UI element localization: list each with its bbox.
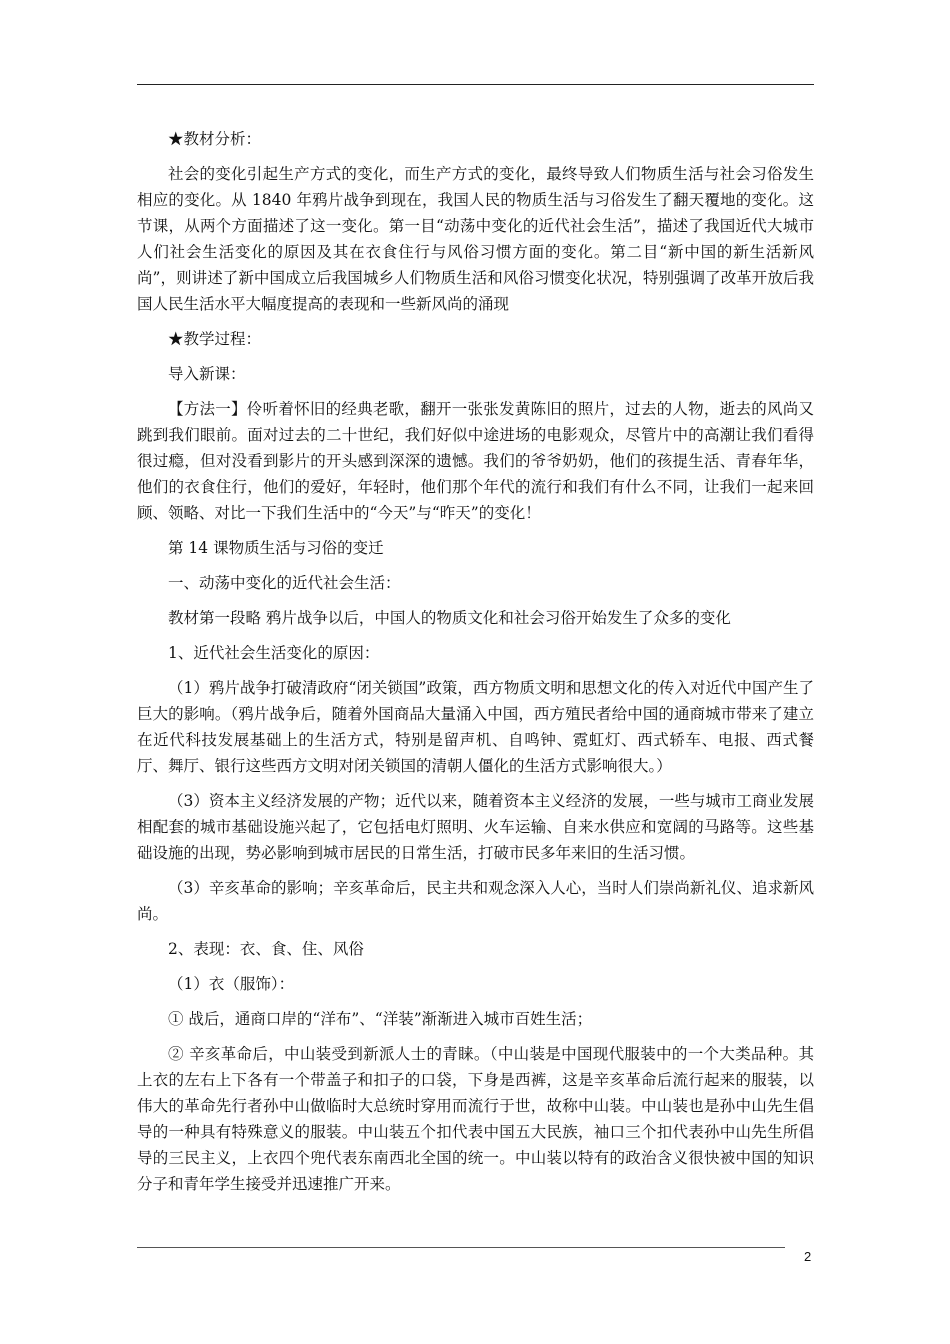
paragraph-reason-3: （3）辛亥革命的影响；辛亥革命后，民主共和观念深入人心，当时人们崇尚新礼仪、追求新风尚。 [137, 879, 814, 923]
paragraph-method-one: 【方法一】伶听着怀旧的经典老歌，翻开一张张发黄陈旧的照片，过去的人物，逝去的风尚又跳到我们眼前。面对过去的二十世纪，我们好似中途进场的电影观众，尽管片中的高潮让我们看得很过瘾，但对没看到影片的开头感到深深的遗憾。我们的爷爷奶奶，他们的孩提生活、青春年华，他们的衣食住行，他们的爱好，年轻时，他们那个年代的流行和我们有什么不同，让我们一起来回顾、领略、对比一下我们生活中的“今天”与“昨天”的变化！ [137, 400, 814, 522]
heading-textbook-analysis: ★教材分析： [168, 130, 262, 148]
list-item-clothing-1: ① 战后，通商口岸的“洋布”、“洋装”渐渐进入城市百姓生活； [168, 1010, 593, 1028]
document-body [137, 126, 814, 1197]
lesson-title: 第 14 课物质生活与习俗的变迁 [168, 539, 384, 557]
page-number: 2 [804, 1249, 812, 1264]
paragraph-textbook-summary: 教材第一段略 鸦片战争以后，中国人的物质文化和社会习俗开始发生了众多的变化 [168, 609, 731, 627]
paragraph-reason-2: （3）资本主义经济发展的产物；近代以来，随着资本主义经济的发展，一些与城市工商业发展相配套的城市基础设施兴起了，它包括电灯照明、火车运输、自来水供应和宽阔的马路等。这些基础设施的出现，势必影响到城市居民的日常生活，打破市民多年来旧的生活习惯。 [137, 792, 814, 862]
section-heading-1: 一、动荡中变化的近代社会生活： [168, 574, 401, 592]
heading-introduction: 导入新课： [168, 365, 246, 383]
subsection-heading-reasons: 1、近代社会生活变化的原因： [168, 644, 380, 662]
subsection-heading-manifestations: 2、表现：衣、食、住、风俗 [168, 940, 364, 958]
paragraph-reason-1: （1）鸦片战争打破清政府“闭关锁国”政策，西方物质文明和思想文化的传入对近代中国产生了巨大的影响。（鸦片战争后，随着外国商品大量涌入中国，西方殖民者给中国的通商城市带来了建立在近代科技发展基础上的生活方式，特别是留声机、自鸣钟、霓虹灯、西式轿车、电报、西式餐厅、舞厅、银行这些西方文明对闭关锁国的清朝人僵化的生活方式影响很大。） [137, 679, 814, 775]
footer-rule [137, 1247, 785, 1248]
header-rule [137, 84, 814, 85]
paragraph-analysis: 社会的变化引起生产方式的变化，而生产方式的变化，最终导致人们物质生活与社会习俗发生相应的变化。从 1840 年鸦片战争到现在，我国人民的物质生活与习俗发生了翻天覆地的变化。这节课，从两个方面描述了这一变化。第一目“动荡中变化的近代社会生活”，描述了我国近代大城市人们社会生活变化的原因及其在衣食住行与风俗习惯方面的变化。第二目“新中国的新生活新风尚”，则讲述了新中国成立后我国城乡人们物质生活和风俗习惯变化状况，特别强调了改革开放后我国人民生活水平大幅度提高的表现和一些新风尚的涌现 [137, 165, 814, 313]
item-heading-clothing: （1）衣（服饰）： [168, 975, 295, 993]
list-item-clothing-2: ② 辛亥革命后，中山装受到新派人士的青睐。（中山装是中国现代服装中的一个大类品种。其上衣的左右上下各有一个带盖子和扣子的口袋，下身是西裤，这是辛亥革命后流行起来的服装，以伟大的革命先行者孙中山做临时大总统时穿用而流行于世，故称中山装。中山装也是孙中山先生倡导的一种具有特殊意义的服装。中山装五个扣代表中国五大民族，袖口三个扣代表孙中山先生所倡导的三民主义，上衣四个兜代表东南西北全国的统一。中山装以特有的政治含义很快被中国的知识分子和青年学生接受并迅速推广开来。 [137, 1045, 814, 1193]
heading-teaching-process: ★教学过程： [168, 330, 262, 348]
